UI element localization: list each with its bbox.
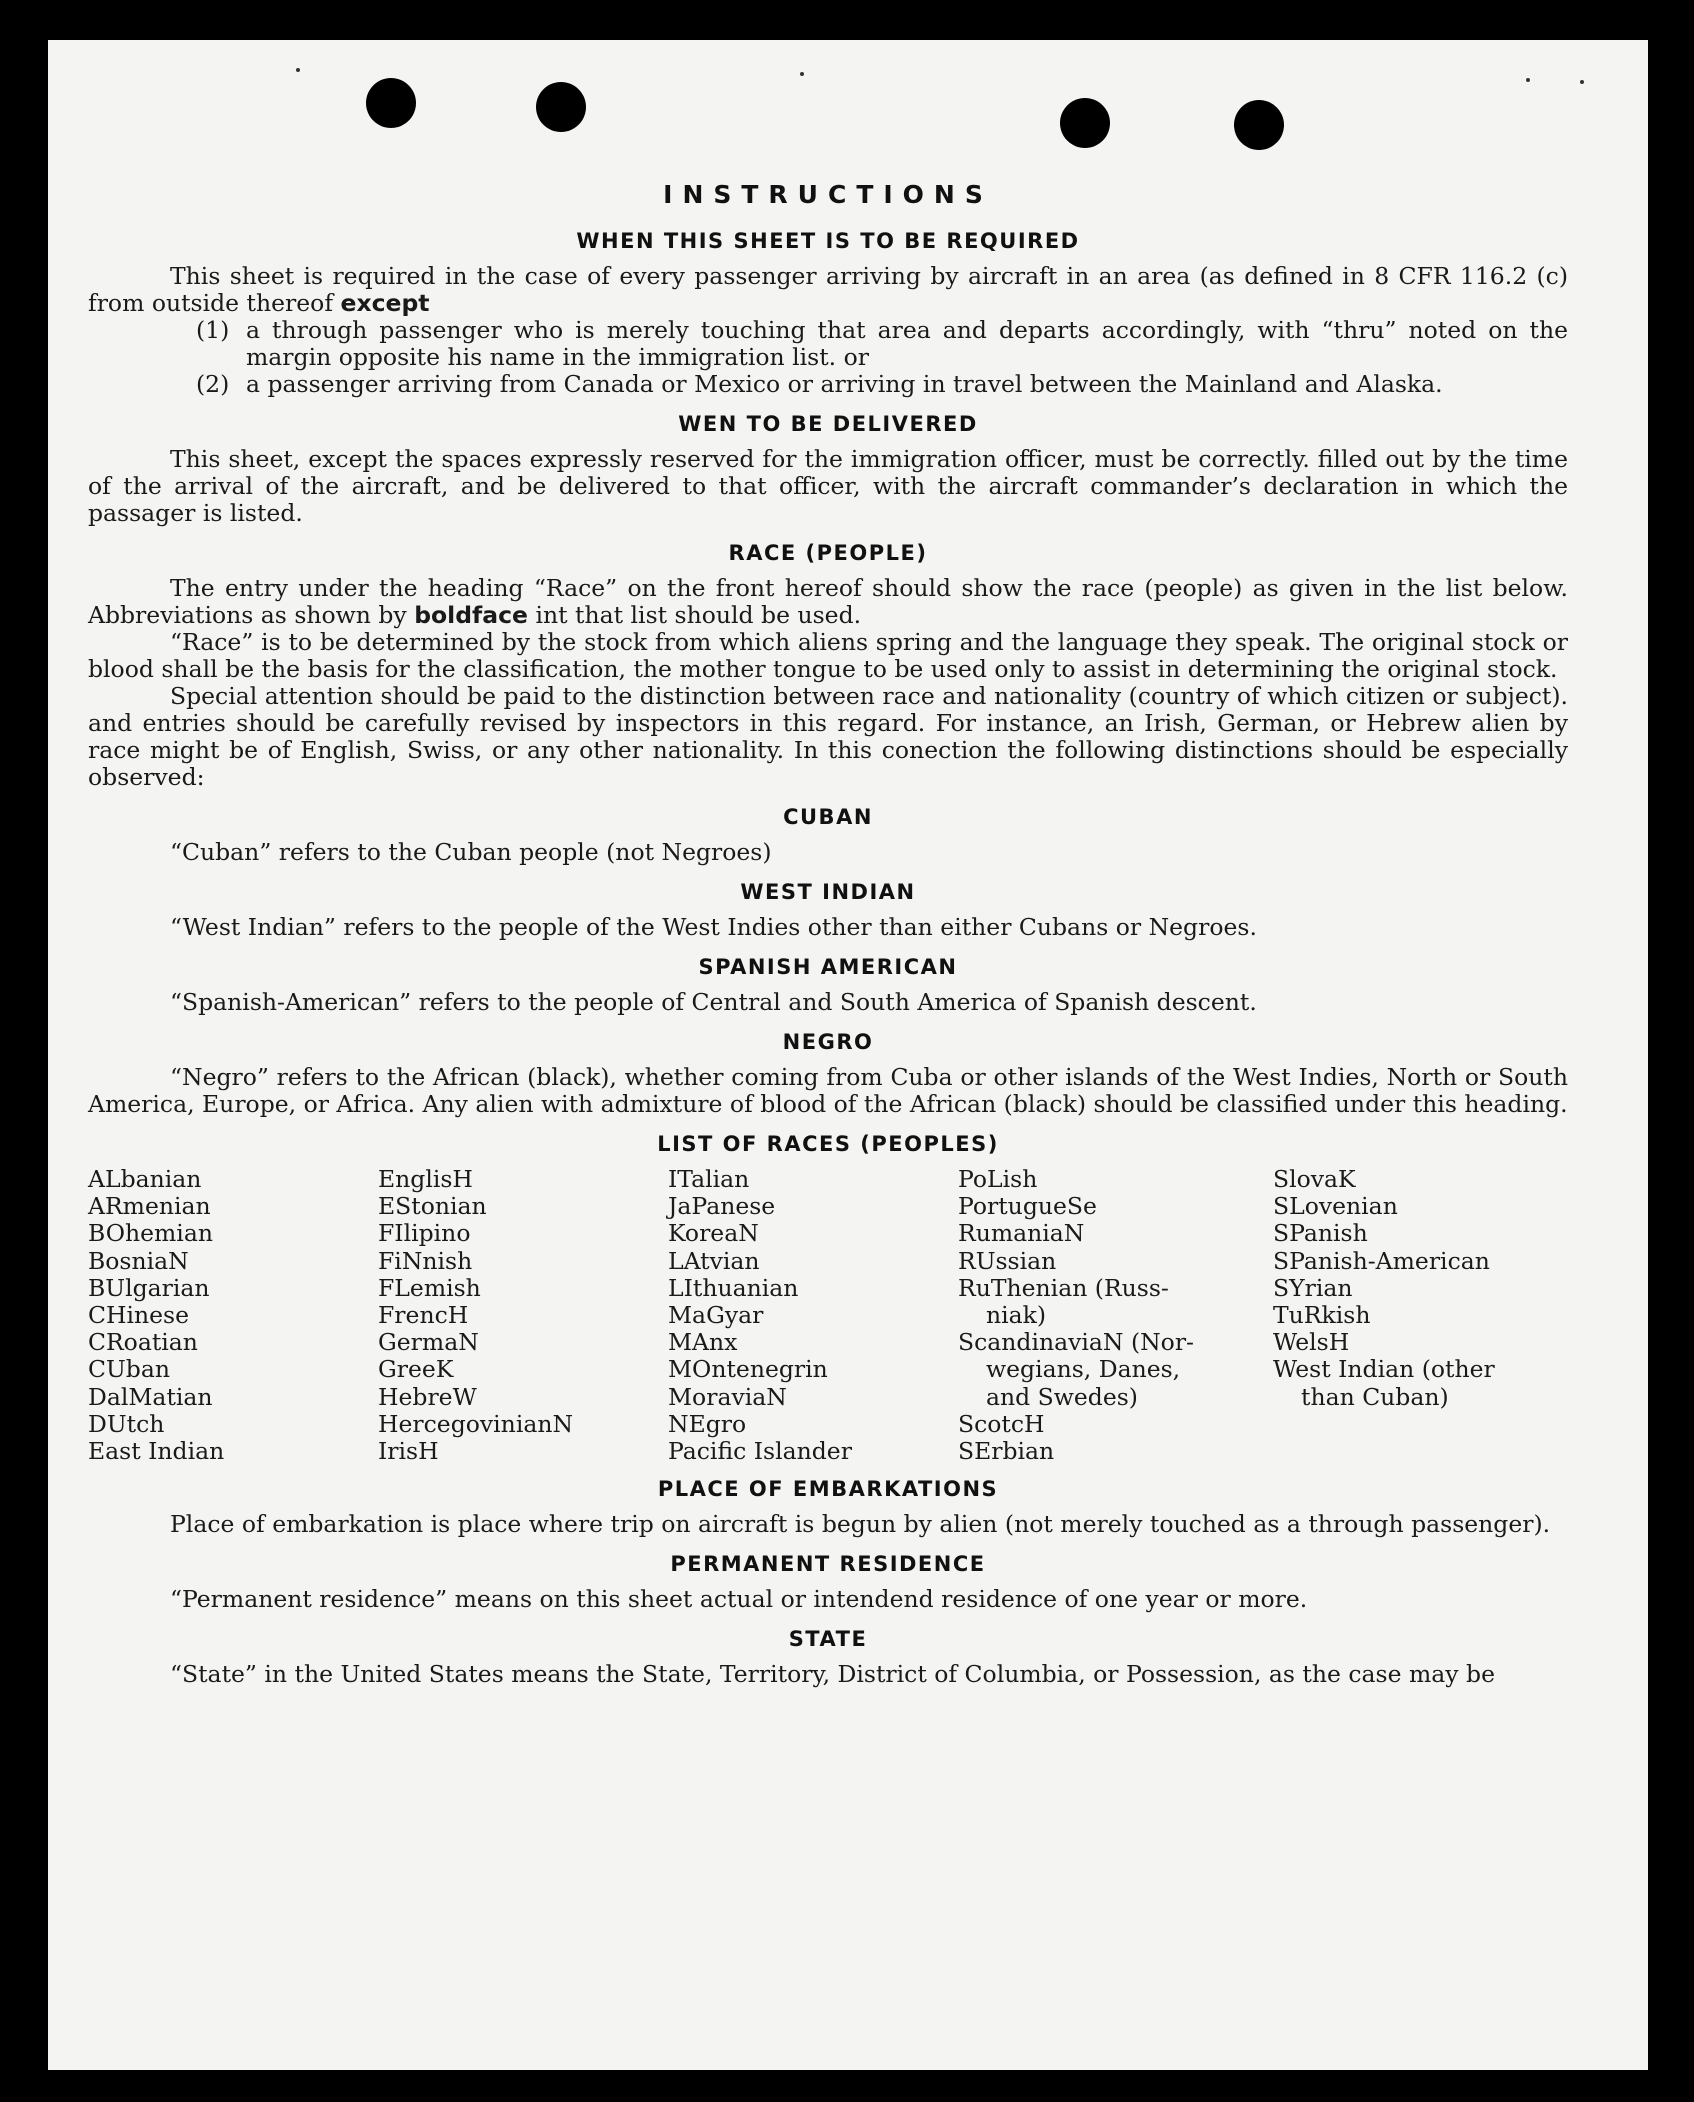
- list-item: CUban: [88, 1355, 170, 1384]
- speck: [800, 72, 804, 76]
- document-content: [88, 180, 1568, 1702]
- list-item: BUlgarian: [88, 1273, 210, 1302]
- heading-cuban: CUBAN: [783, 805, 873, 829]
- list-item: BOhemian: [88, 1219, 213, 1248]
- state-text: “State” in the United States means the State, Territory, District of Columbia, or Possession, as the case may be: [170, 1660, 1495, 1689]
- punch-hole: [536, 82, 586, 132]
- list-item: SlovaK: [1273, 1165, 1356, 1193]
- list-item: RumaniaN: [958, 1219, 1085, 1248]
- list-item: MoraviaN: [668, 1382, 787, 1411]
- list-item: RUssian: [958, 1246, 1057, 1275]
- list-item: WelsH: [1273, 1328, 1350, 1357]
- section-state: [88, 1627, 1568, 1688]
- list-item: LAtvian: [668, 1246, 760, 1275]
- list-item: (2) a passenger arriving from Canada or Mexico or arriving in travel between the Mainland and Alaska.: [196, 370, 1443, 398]
- punch-hole: [1060, 98, 1110, 148]
- list-item: PortugueSe: [958, 1192, 1097, 1221]
- required-text: This sheet is required in the case of every passenger arriving by aircraft in an area (as defined in 8 CFR 116.2 (c) from outside thereof except: [88, 262, 1568, 317]
- cuban-text: “Cuban” refers to the Cuban people (not Negroes): [170, 838, 772, 866]
- document-title: INSTRUCTIONS: [663, 180, 993, 209]
- speck: [1580, 80, 1584, 84]
- list-item: FLemish: [378, 1273, 481, 1302]
- list-item: FrencH: [378, 1301, 469, 1330]
- section-required: [88, 229, 1568, 398]
- heading-embarkation: PLACE OF EMBARKATIONS: [657, 1477, 999, 1502]
- races-table: [88, 1166, 1568, 1465]
- section-west-indian: [88, 880, 1568, 941]
- heading-delivered: WEN TO BE DELIVERED: [678, 412, 978, 436]
- list-item: FiNnish: [378, 1246, 473, 1275]
- list-item: MaGyar: [668, 1301, 764, 1330]
- list-item: RuThenian (Russ-: [958, 1273, 1169, 1302]
- list-item: SPanish-American: [1273, 1246, 1490, 1275]
- races-column: [1273, 1166, 1563, 1465]
- races-column: [88, 1166, 378, 1465]
- west-indian-text: “West Indian” refers to the people of the West Indies other than either Cubans or Negroes.: [170, 913, 1257, 941]
- list-item: HebreW: [378, 1382, 477, 1411]
- list-item: JaPanese: [668, 1192, 776, 1221]
- section-negro: [88, 1030, 1568, 1118]
- list-item: HercegovinianN: [378, 1409, 574, 1438]
- negro-text: “Negro” refers to the African (black), whether coming from Cuba or other islands of the West Indies, North or South America, Europe, or Africa. Any alien with admixture of blood of the African (black) should be classified under this heading.: [88, 1063, 1568, 1118]
- race-paragraph-1: The entry under the heading “Race” on the front hereof should show the race (people) as given in the list below. Abbreviations as shown by boldface int that list should be used.: [88, 574, 1568, 629]
- spanish-american-text: “Spanish-American” refers to the people of Central and South America of Spanish descent.: [170, 988, 1257, 1016]
- heading-race: RACE (PEOPLE): [728, 541, 928, 565]
- list-item: BosniaN: [88, 1246, 189, 1275]
- heading-spanish-american: SPANISH AMERICAN: [698, 955, 958, 979]
- list-item: ITalian: [668, 1165, 750, 1193]
- list-item: NEgro: [668, 1409, 747, 1438]
- section-list-of-races: [88, 1132, 1568, 1465]
- list-item: and Swedes): [986, 1382, 1138, 1411]
- list-item: GermaN: [378, 1328, 479, 1357]
- list-item: EnglisH: [378, 1165, 473, 1193]
- section-delivered: [88, 412, 1568, 527]
- delivered-text: This sheet, except the spaces expressly reserved for the immigration officer, must be correctly. filled out by the time of the arrival of the aircraft, and be delivered to that officer, with the aircraft commander’s declaration in which the passager is listed.: [88, 445, 1568, 527]
- list-item: TuRkish: [1273, 1301, 1371, 1330]
- except-emphasis: except: [340, 289, 430, 317]
- speck: [1526, 78, 1530, 82]
- section-embarkation: [88, 1477, 1568, 1538]
- boldface-emphasis: boldface: [414, 601, 528, 629]
- speck: [296, 68, 300, 72]
- list-item: wegians, Danes,: [986, 1355, 1181, 1384]
- race-paragraph-3: Special attention should be paid to the distinction between race and nationality (country of which citizen or subject). and entries should be carefully revised by inspectors in this regard. For instance, an Irish, German, or Hebrew alien by race might be of English, Swiss, or any other nationality. In this conection the following distinctions should be especially observed:: [88, 682, 1568, 791]
- list-item: FIlipino: [378, 1219, 471, 1248]
- list-item: KoreaN: [668, 1219, 759, 1248]
- list-item: niak): [986, 1301, 1047, 1330]
- list-item: ALbanian: [88, 1165, 202, 1193]
- races-column: [378, 1166, 668, 1465]
- embarkation-text: Place of embarkation is place where trip on aircraft is begun by alien (not merely touched as a through passenger).: [170, 1510, 1551, 1539]
- list-item: SPanish: [1273, 1219, 1368, 1248]
- heading-residence: PERMANENT RESIDENCE: [670, 1552, 986, 1577]
- list-item: MOntenegrin: [668, 1355, 828, 1384]
- document-page: [48, 40, 1648, 2070]
- heading-state: STATE: [788, 1627, 868, 1652]
- list-item: CRoatian: [88, 1328, 198, 1357]
- list-item: PoLish: [958, 1165, 1038, 1193]
- section-spanish-american: [88, 955, 1568, 1016]
- list-item: EStonian: [378, 1192, 487, 1221]
- list-item: ScotcH: [958, 1409, 1045, 1438]
- heading-west-indian: WEST INDIAN: [740, 880, 916, 904]
- section-cuban: [88, 805, 1568, 866]
- punch-hole: [366, 78, 416, 128]
- list-item: CHinese: [88, 1301, 189, 1330]
- list-item: Pacific Islander: [668, 1437, 852, 1466]
- races-column: [668, 1166, 958, 1465]
- list-item: GreeK: [378, 1355, 454, 1384]
- list-item: DUtch: [88, 1409, 165, 1438]
- list-item: ScandinaviaN (Nor-: [958, 1328, 1194, 1357]
- list-item: East Indian: [88, 1437, 225, 1466]
- list-item: DalMatian: [88, 1382, 213, 1411]
- list-item: ARmenian: [88, 1192, 211, 1221]
- section-race: [88, 541, 1568, 791]
- punch-hole: [1234, 100, 1284, 150]
- residence-text: “Permanent residence” means on this sheet actual or intendend residence of one year or more.: [170, 1585, 1308, 1614]
- section-residence: [88, 1552, 1568, 1613]
- list-item: IrisH: [378, 1437, 439, 1466]
- list-item: SErbian: [958, 1437, 1055, 1466]
- list-item: West Indian (other: [1273, 1355, 1495, 1384]
- list-item: LIthuanian: [668, 1273, 799, 1302]
- races-column: [958, 1166, 1273, 1465]
- heading-negro: NEGRO: [782, 1030, 874, 1054]
- list-item: SLovenian: [1273, 1192, 1398, 1221]
- list-item: SYrian: [1273, 1273, 1353, 1302]
- list-item: (1) a through passenger who is merely touching that area and departs accordingly, with “thru” noted on the margin opposite his name in the immigration list. or: [196, 316, 1568, 371]
- list-item: than Cuban): [1301, 1382, 1449, 1411]
- heading-required: WHEN THIS SHEET IS TO BE REQUIRED: [576, 229, 1080, 253]
- heading-list-of-races: LIST OF RACES (PEOPLES): [657, 1132, 999, 1156]
- list-item: MAnx: [668, 1328, 738, 1357]
- race-paragraph-2: “Race” is to be determined by the stock from which aliens spring and the language they speak. The original stock or blood shall be the basis for the classification, the mother tongue to be used only to assist in determining the original stock.: [88, 628, 1568, 683]
